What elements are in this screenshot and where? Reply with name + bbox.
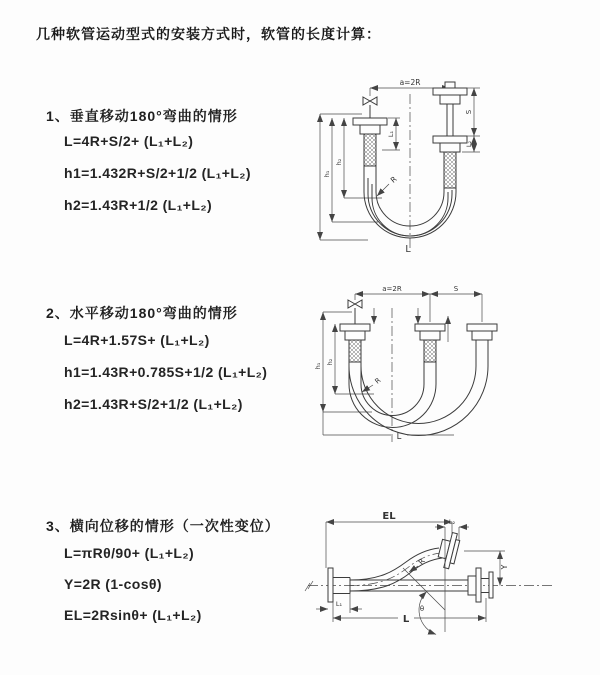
section-3-formula-Y: Y=2R (1-cosθ) bbox=[64, 576, 162, 592]
dimension-label-l2: L₂ bbox=[465, 140, 473, 148]
diagram-horizontal-movement bbox=[314, 284, 592, 454]
angle-label: θ bbox=[419, 605, 425, 613]
radius-leader bbox=[377, 174, 399, 196]
dimension-s bbox=[430, 285, 482, 294]
dimension-label-h2: h₂ bbox=[335, 158, 343, 166]
radius-leader bbox=[409, 557, 427, 572]
right-pipe-flange bbox=[467, 324, 497, 340]
section-2-heading: 2、水平移动180°弯曲的情形 bbox=[46, 305, 238, 321]
length-label: L bbox=[405, 244, 411, 255]
dimension-label-a2r: a=2R bbox=[399, 78, 421, 87]
section-3-formula-EL: EL=2Rsinθ+ (L₁+L₂) bbox=[64, 607, 202, 623]
section-1-formula-L: L=4R+S/2+ (L₁+L₂) bbox=[64, 133, 194, 149]
left-pipe-flange bbox=[353, 118, 387, 166]
valve-icon bbox=[363, 97, 377, 118]
section-1-heading: 1、垂直移动180°弯曲的情形 bbox=[46, 108, 238, 124]
dimension-label-h1: h₁ bbox=[323, 170, 331, 178]
right-flange bbox=[468, 568, 493, 602]
radius-label: R bbox=[416, 556, 427, 567]
section-2-formula-h1: h1=1.43R+0.785S+1/2 (L₁+L₂) bbox=[64, 364, 268, 380]
dimension-l1 bbox=[316, 594, 362, 614]
radius-label: R bbox=[388, 174, 399, 185]
valve-icon bbox=[348, 294, 362, 324]
braided-hose-section bbox=[349, 340, 361, 362]
radius-label: R bbox=[373, 376, 383, 386]
section-1-formula-h2: h2=1.43R+1/2 (L₁+L₂) bbox=[64, 197, 213, 213]
page-title: 几种软管运动型式的安装方式时，软管的长度计算： bbox=[36, 26, 381, 42]
dimension-label-el: EL bbox=[382, 511, 396, 522]
section-2-formula-h2: h2=1.43R+S/2+1/2 (L₁+L₂) bbox=[64, 396, 243, 412]
diagram-vertical-movement bbox=[312, 74, 584, 262]
dimension-label-h2: h₂ bbox=[326, 358, 334, 366]
dimension-label-s: S bbox=[453, 285, 459, 293]
radius-leader bbox=[362, 376, 383, 392]
dimension-label-a2r: a=2R bbox=[382, 285, 402, 293]
dimension-label-l2: L₂ bbox=[448, 518, 456, 526]
braided-hose-section bbox=[424, 340, 436, 362]
dimension-label-l1: L₁ bbox=[335, 600, 343, 608]
dimension-l bbox=[333, 598, 486, 625]
break-mark bbox=[305, 581, 313, 591]
upper-flange bbox=[436, 531, 461, 570]
right-pipe-flange bbox=[433, 82, 467, 188]
diagram-lateral-displacement bbox=[302, 506, 592, 654]
dimension-label-y: Y bbox=[500, 564, 509, 570]
dimension-label-s: S bbox=[465, 109, 473, 115]
dimension-label-h1: h₁ bbox=[314, 362, 322, 370]
section-1-formula-h1: h1=1.432R+S/2+1/2 (L₁+L₂) bbox=[64, 165, 251, 181]
length-label: L bbox=[402, 614, 410, 625]
left-pipe-flange bbox=[340, 324, 370, 362]
braided-hose-section bbox=[364, 134, 376, 166]
left-flange bbox=[328, 568, 350, 602]
section-2-formula-L: L=4R+1.57S+ (L₁+L₂) bbox=[64, 332, 210, 348]
length-label: L bbox=[396, 432, 402, 442]
hose-displaced-position bbox=[350, 548, 442, 591]
dimension-a2r bbox=[355, 285, 430, 294]
braided-hose-section bbox=[444, 152, 456, 188]
section-3-heading: 3、横向位移的情形（一次性变位） bbox=[46, 518, 280, 534]
dimension-label-l1: L₁ bbox=[387, 130, 395, 138]
middle-pipe-flange bbox=[415, 324, 445, 362]
section-3-formula-L: L=πRθ/90+ (L₁+L₂) bbox=[64, 545, 195, 561]
